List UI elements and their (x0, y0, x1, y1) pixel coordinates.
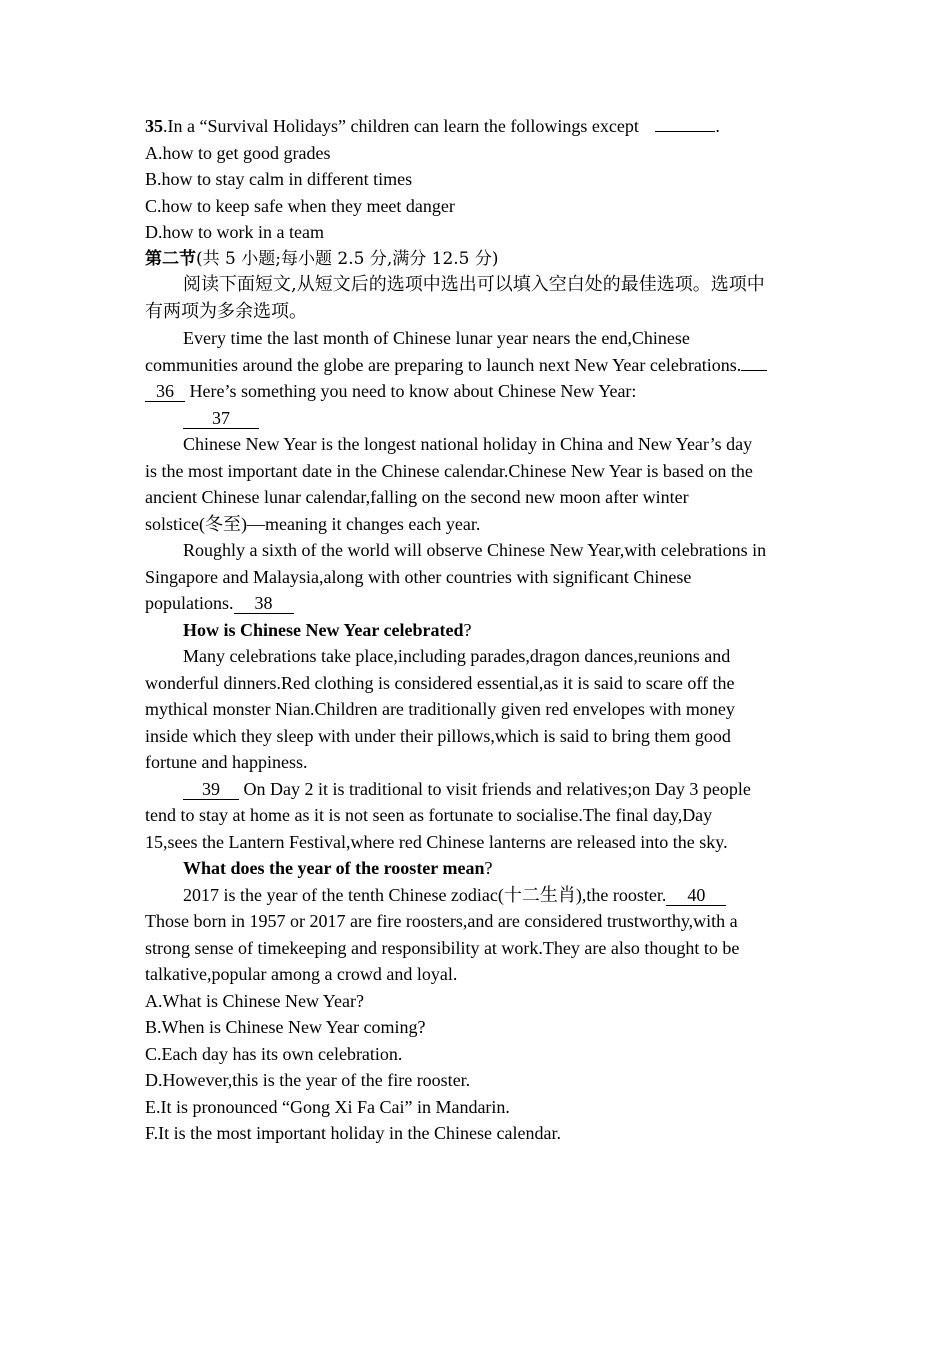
question-stem-text: .In a “Survival Holidays” children can learn the followings except (163, 116, 644, 136)
blank-38: 38 (234, 593, 294, 614)
passage-text: 2017 is the year of the tenth Chinese zodiac(十二生肖),the rooster. (183, 884, 667, 905)
section-heading-detail: (共 5 小题;每小题 2.5 分,满分 12.5 分) (196, 248, 499, 269)
passage-p3-line2: Singapore and Malaysia,along with other countries with significant Chinese (145, 566, 692, 587)
passage-p4-line2: wonderful dinners.Red clothing is considered essential,as it is said to scare off the (145, 672, 735, 693)
answer-blank (655, 131, 715, 132)
choice-d: D.However,this is the year of the fire rooster. (145, 1070, 471, 1090)
passage-text: On Day 2 it is traditional to visit friends and relatives;on Day 3 people (239, 778, 751, 799)
choice-c: C.Each day has its own celebration. (145, 1043, 403, 1064)
section-heading-bold: 第二节 (145, 248, 196, 269)
choice-f: F.It is the most important holiday in the Chinese calendar. (145, 1123, 561, 1143)
option-a: A.how to get good grades (145, 142, 331, 163)
subheading-mark: ? (463, 619, 472, 640)
stem-period: . (715, 116, 720, 136)
option-c: C.how to keep safe when they meet danger (145, 195, 455, 216)
passage-p4-line1: Many celebrations take place,including parades,dragon dances,reunions and (183, 646, 731, 666)
blank-36-start (741, 370, 767, 371)
question-number: 35 (145, 116, 163, 136)
passage-p5-line3: 15,sees the Lantern Festival,where red Chinese lanterns are released into the sky. (145, 831, 728, 852)
passage-text: Here’s something you need to know about Chinese New Year: (185, 381, 637, 401)
passage-subheading-celebrated (145, 617, 810, 644)
option-b: B.how to stay calm in different times (145, 169, 413, 189)
blank-37: 37 (183, 408, 259, 429)
subheading-text: How is Chinese New Year celebrated (183, 619, 464, 640)
passage-p3-line1: Roughly a sixth of the world will observe Chinese New Year,with celebrations in (183, 540, 767, 560)
passage-text: populations. (145, 593, 234, 613)
passage-subheading-rooster (145, 855, 810, 882)
subheading-text: What does the year of the rooster mean (183, 858, 485, 878)
passage-p1-line2 (145, 352, 810, 379)
passage-p2-line2: is the most important date in the Chinese calendar.Chinese New Year is based on the (145, 460, 753, 481)
blank-40: 40 (666, 885, 726, 906)
passage-p5-line2: tend to stay at home as it is not seen as fortunate to socialise.The final day,Day (145, 805, 713, 825)
subheading-mark: ? (484, 858, 493, 878)
passage-text: communities around the globe are preparing to launch next New Year celebrations. (145, 354, 742, 375)
passage-p5-line1 (145, 776, 810, 803)
passage-p3-line3 (145, 590, 810, 617)
choice-e: E.It is pronounced “Gong Xi Fa Cai” in Mandarin. (145, 1096, 510, 1117)
document-page (145, 113, 810, 1147)
blank-39: 39 (183, 779, 239, 800)
choice-b: B.When is Chinese New Year coming? (145, 1017, 426, 1037)
passage-p6-line3: strong sense of timekeeping and responsibility at work.They are also thought to be (145, 937, 740, 958)
passage-p4-line4: inside which they sleep with under their pillows,which is said to bring them good (145, 725, 731, 746)
passage-p4-line5: fortune and happiness. (145, 752, 308, 772)
passage-blank-37-line (145, 405, 810, 432)
section-instruction-line2: 有两项为多余选项。 (145, 300, 307, 322)
passage-p1-line3 (145, 378, 810, 405)
passage-p4-line3: mythical monster Nian.Children are traditionally given red envelopes with money (145, 699, 735, 719)
choice-a: A.What is Chinese New Year? (145, 990, 364, 1011)
passage-p6-line2: Those born in 1957 or 2017 are fire roosters,and are considered trustworthy,with a (145, 911, 738, 931)
passage-p2-line3: ancient Chinese lunar calendar,falling on the second new moon after winter (145, 487, 689, 507)
passage-p2-line1: Chinese New Year is the longest national holiday in China and New Year’s day (183, 434, 753, 454)
option-d: D.how to work in a team (145, 222, 324, 242)
blank-36: 36 (145, 381, 185, 402)
passage-p6-line4: talkative,popular among a crowd and loyal. (145, 964, 458, 984)
passage-p2-line4: solstice(冬至)—meaning it changes each year. (145, 513, 481, 534)
passage-p1-line1: Every time the last month of Chinese lunar year nears the end,Chinese (183, 328, 690, 348)
question-35-stem (145, 113, 810, 140)
passage-p6-line1 (145, 882, 810, 909)
section-instruction-line1: 阅读下面短文,从短文后的选项中选出可以填入空白处的最佳选项。选项中 (183, 274, 765, 295)
section-heading (145, 246, 810, 273)
